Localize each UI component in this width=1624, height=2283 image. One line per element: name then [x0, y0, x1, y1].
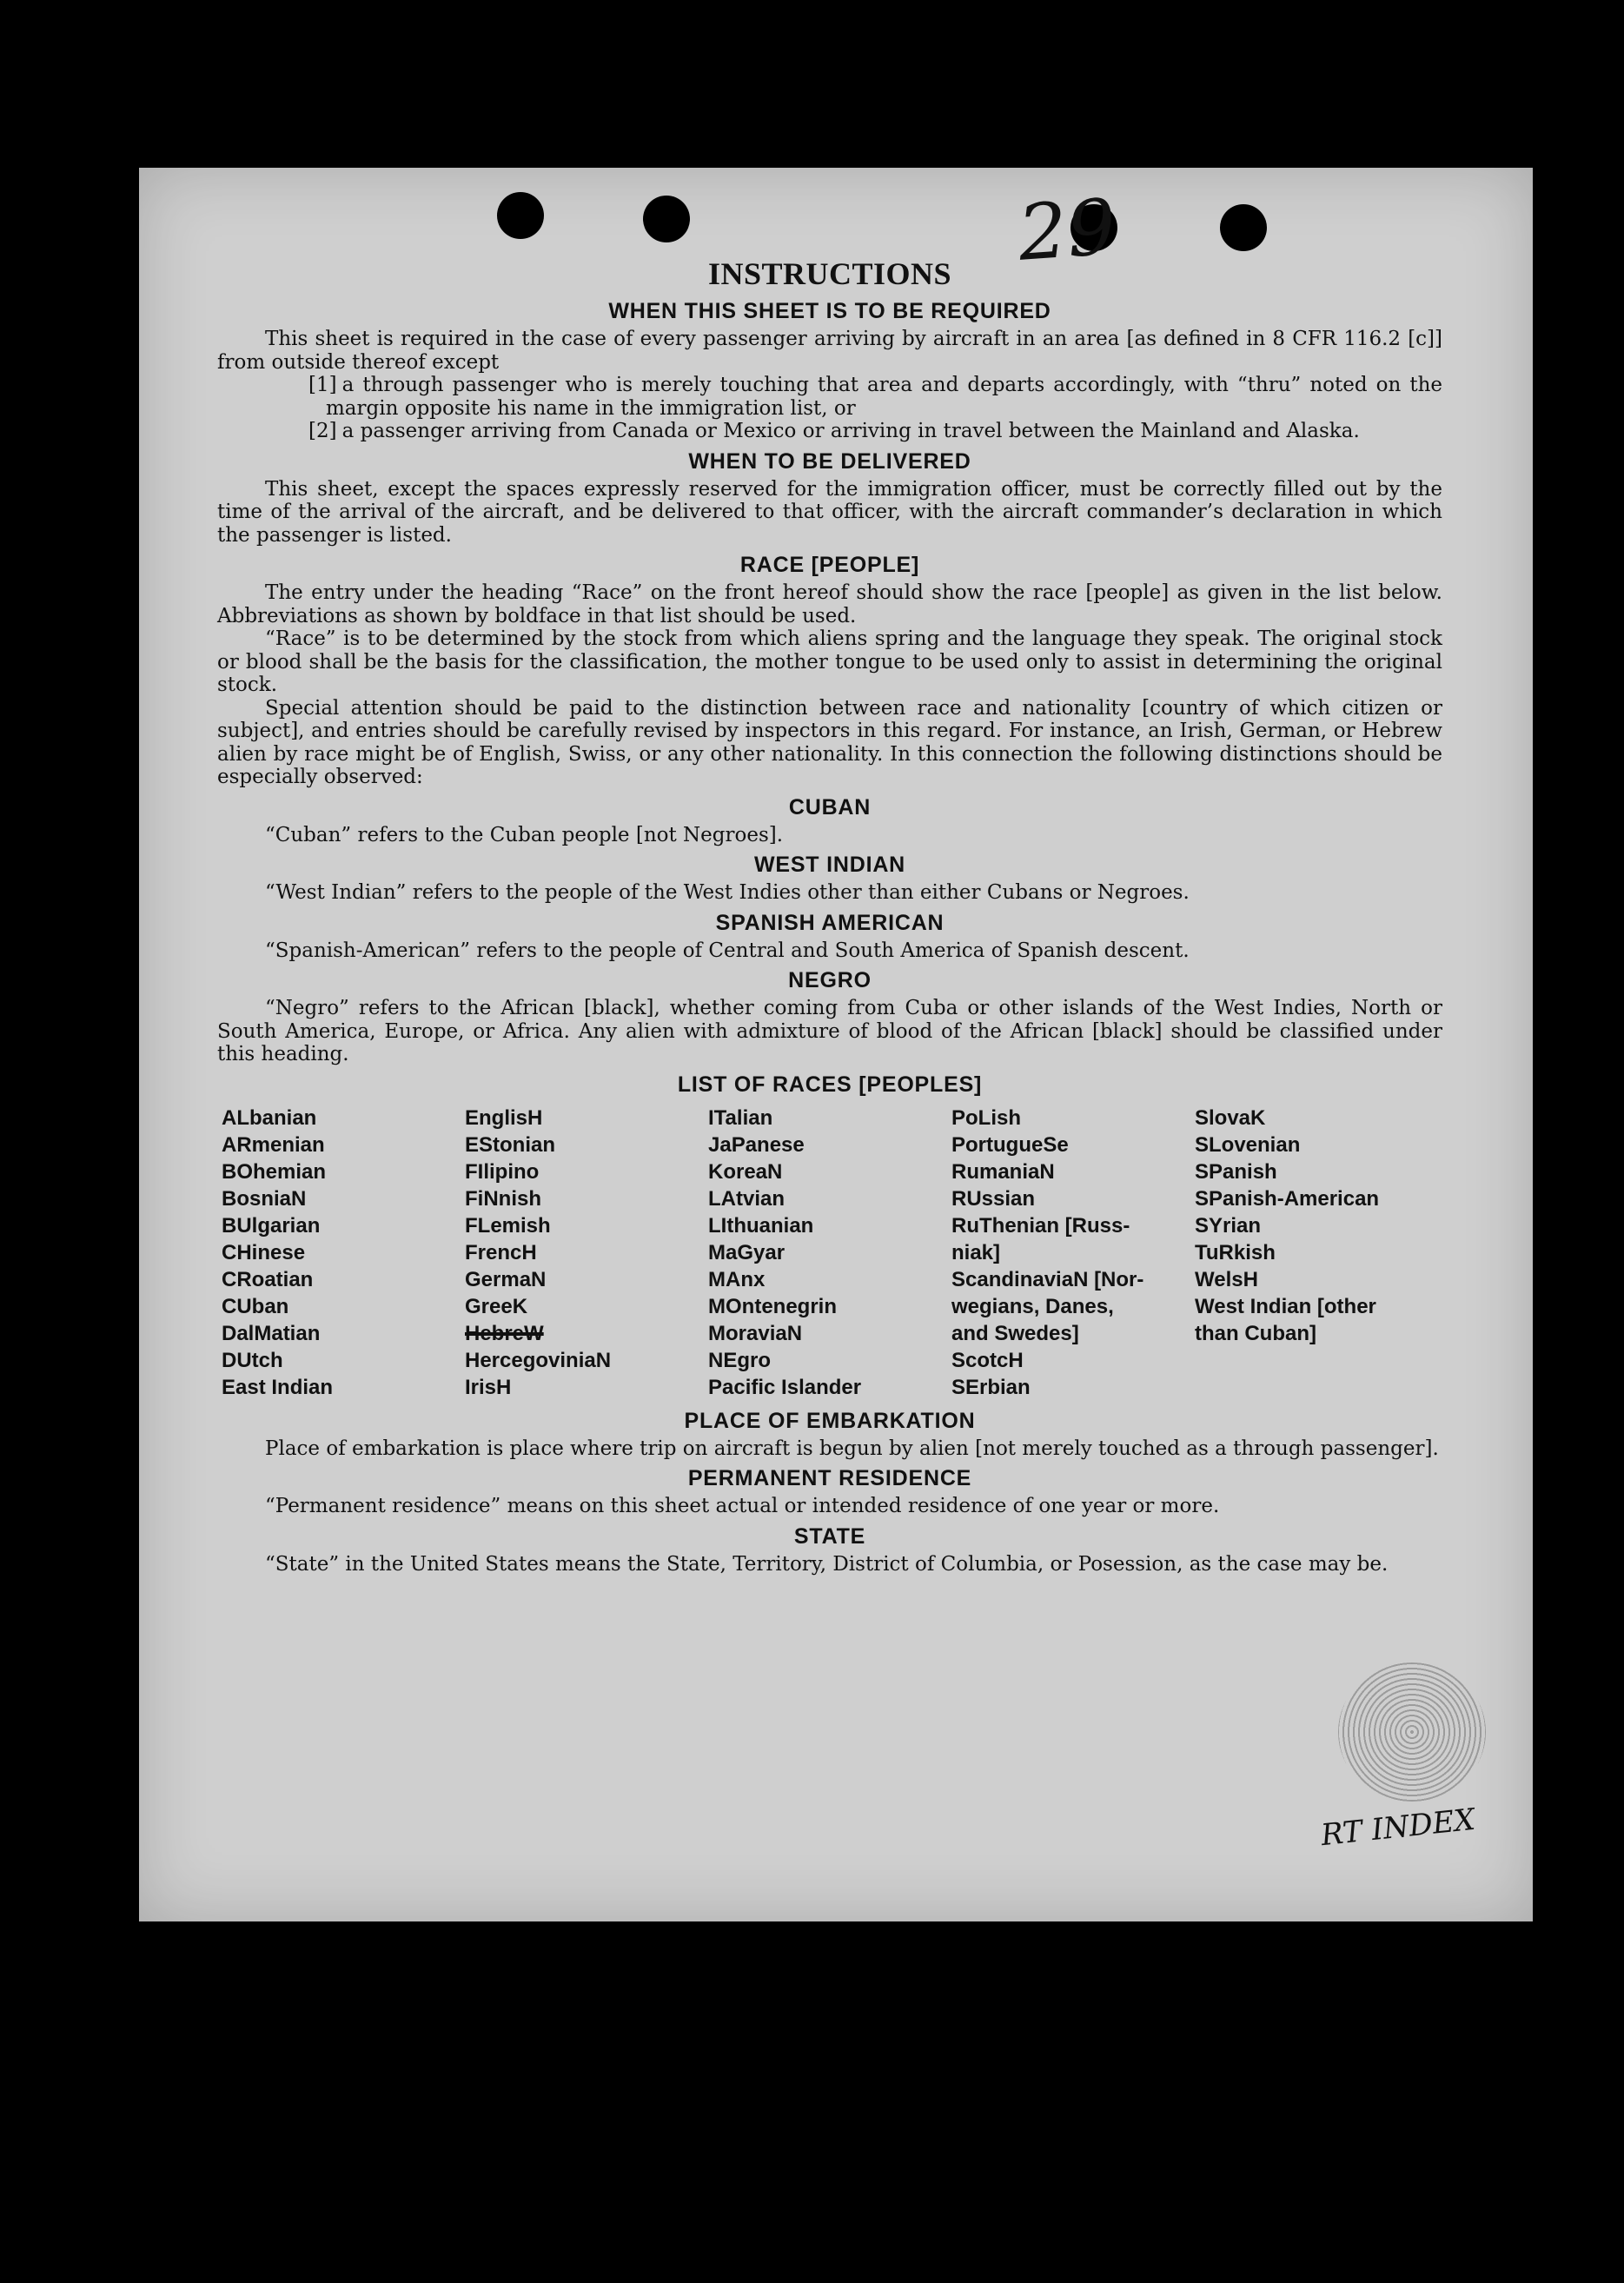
race-entry: LIthuanian	[708, 1213, 814, 1238]
document-title: INSTRUCTIONS	[707, 256, 952, 291]
race-entry: GreeK	[465, 1294, 528, 1318]
section-paragraph: “Permanent residence” means on this sheet actual or intended residence of one year or more.	[265, 1495, 1220, 1517]
race-entry: ARmenian	[222, 1132, 325, 1157]
race-entry: FrencH	[465, 1240, 537, 1264]
race-entry: SYrian	[1195, 1213, 1262, 1238]
race-entry: JaPanese	[708, 1132, 805, 1157]
handwritten-number: 29	[1015, 182, 1119, 278]
races-list	[222, 1105, 1442, 1401]
race-entry: FLemish	[465, 1213, 551, 1238]
section-heading: STATE	[793, 1523, 866, 1549]
race-entry: West Indian [other	[1195, 1294, 1376, 1318]
section-heading: WHEN THIS SHEET IS TO BE REQUIRED	[608, 299, 1051, 323]
races-column	[951, 1105, 1195, 1401]
race-entry: WelsH	[1195, 1267, 1258, 1291]
race-entry: DUtch	[222, 1348, 283, 1372]
race-entry: IrisH	[465, 1375, 512, 1399]
race-entry: LAtvian	[708, 1186, 785, 1211]
section-paragraph: “West Indian” refers to the people of the West Indies other than either Cubans or Negroes.	[265, 881, 1190, 904]
race-entry: SErbian	[951, 1375, 1031, 1399]
race-entry: BUlgarian	[222, 1213, 321, 1238]
section-paragraph: “Race” is to be determined by the stock from which aliens spring and the language they speak. The original stock or blood shall be the basis for the classification, the mother tongue to be used only to assist in determining the original stock.	[217, 627, 1442, 696]
race-entry: KoreaN	[708, 1159, 783, 1184]
race-entry: GermaN	[465, 1267, 547, 1291]
section-heading: RACE [PEOPLE]	[739, 553, 920, 577]
races-column	[465, 1105, 708, 1401]
race-entry: PortugueSe	[951, 1132, 1069, 1157]
race-entry: RuThenian [Russ-	[951, 1213, 1130, 1238]
race-entry: East Indian	[222, 1375, 334, 1399]
section-heading: NEGRO	[788, 968, 872, 992]
punch-hole	[643, 196, 690, 242]
race-entry: and Swedes]	[951, 1321, 1079, 1345]
list-item-label: [1]	[308, 374, 337, 396]
race-entry: ScotcH	[951, 1348, 1024, 1372]
race-entry: Pacific Islander	[708, 1375, 862, 1399]
race-entry: than Cuban]	[1195, 1321, 1316, 1345]
document-sheet	[139, 168, 1533, 1921]
race-entry: TuRkish	[1195, 1240, 1276, 1264]
section-paragraph: This sheet, except the spaces expressly reserved for the immigration officer, must be correctly filled out by the time of the arrival of the aircraft, and be delivered to that officer, with the aircraft commander’s declaration in which the passenger is listed.	[217, 477, 1442, 547]
race-entry: SPanish-American	[1195, 1186, 1380, 1211]
race-entry: FiNnish	[465, 1186, 541, 1211]
section-paragraph: “Spanish-American” refers to the people of Central and South America of Spanish descent.	[265, 939, 1190, 962]
punch-hole	[497, 192, 544, 239]
sections-before	[217, 298, 1442, 1066]
list-item	[217, 420, 1442, 443]
races-column	[1195, 1105, 1447, 1401]
handwritten-note: RT INDEX	[1319, 1802, 1477, 1854]
race-entry: EnglisH	[465, 1105, 543, 1130]
section-heading: PLACE OF EMBARKATION	[684, 1408, 976, 1433]
race-entry: BosniaN	[222, 1186, 307, 1211]
section-paragraph: Place of embarkation is place where trip on aircraft is begun by alien [not merely touched as a through passenger].	[265, 1437, 1439, 1460]
race-entry: CHinese	[222, 1240, 306, 1264]
race-entry: PoLish	[951, 1105, 1022, 1130]
races-column	[708, 1105, 951, 1401]
race-entry: ScandinaviaN [Nor-	[951, 1267, 1144, 1291]
document-body	[217, 255, 1442, 1576]
race-entry: MoraviaN	[708, 1321, 803, 1345]
races-heading: LIST OF RACES [PEOPLES]	[677, 1072, 983, 1097]
section-heading: WHEN TO BE DELIVERED	[688, 448, 971, 474]
section-heading: WEST INDIAN	[753, 853, 906, 877]
section-heading: CUBAN	[788, 794, 872, 820]
race-entry: HercegoviniaN	[465, 1348, 612, 1372]
race-entry: SLovenian	[1195, 1132, 1301, 1157]
section-heading: SPANISH AMERICAN	[715, 910, 945, 935]
section-paragraph: This sheet is required in the case of every passenger arriving by aircraft in an area [as defined in 8 CFR 116.2 [c]] from outside thereof except	[217, 328, 1442, 374]
race-entry: MOntenegrin	[708, 1294, 837, 1318]
section-paragraph: “Negro” refers to the African [black], whether coming from Cuba or other islands of the West Indies, North or South America, Europe, or Africa. Any alien with admixture of blood of the African [black] should be classified under this heading.	[217, 997, 1442, 1065]
race-entry: ITalian	[708, 1105, 773, 1130]
race-entry: SlovaK	[1195, 1105, 1266, 1130]
race-entry: ALbanian	[222, 1105, 317, 1130]
race-entry: wegians, Danes,	[951, 1294, 1114, 1318]
list-item-text: a through passenger who is merely touching that area and departs accordingly, with “thru” noted on the margin opposite his name in the immigration list, or	[326, 374, 1442, 420]
section-paragraph: Special attention should be paid to the distinction between race and nationality [country of which citizen or subject], and entries should be carefully revised by inspectors in this regard. For instance, an Irish, German, or Hebrew alien by race might be of English, Swiss, or any other nationality. In this connection the following distinctions should be especially observed:	[217, 696, 1442, 788]
race-entry: DalMatian	[222, 1321, 321, 1345]
race-entry: CUban	[222, 1294, 289, 1318]
list-item	[217, 374, 1442, 420]
sections-after	[217, 1408, 1442, 1576]
section-heading: PERMANENT RESIDENCE	[687, 1466, 972, 1490]
section-paragraph: “State” in the United States means the State, Territory, District of Columbia, or Posession, as the case may be.	[265, 1552, 1389, 1576]
fingerprint-smudge	[1338, 1662, 1486, 1802]
race-entry: MaGyar	[708, 1240, 785, 1264]
race-entry: CRoatian	[222, 1267, 314, 1291]
races-column	[222, 1105, 465, 1401]
race-entry: RUssian	[951, 1186, 1036, 1211]
race-entry: FIlipino	[465, 1159, 540, 1184]
race-entry: MAnx	[708, 1267, 766, 1291]
race-entry: SPanish	[1195, 1159, 1277, 1184]
section-paragraph: The entry under the heading “Race” on the front hereof should show the race [people] as given in the list below. Abbreviations as shown by boldface in that list should be used.	[217, 581, 1442, 627]
punch-hole	[1220, 204, 1267, 251]
race-entry: HebreW	[465, 1321, 544, 1345]
race-entry: EStonian	[465, 1132, 556, 1157]
section-paragraph: “Cuban” refers to the Cuban people [not Negroes].	[265, 823, 784, 846]
list-item-label: [2]	[308, 420, 337, 442]
race-entry: niak]	[951, 1240, 1001, 1264]
list-item-text: a passenger arriving from Canada or Mexico or arriving in travel between the Mainland and Alaska.	[341, 420, 1360, 442]
race-entry: BOhemian	[222, 1159, 327, 1184]
race-entry: NEgro	[708, 1348, 771, 1372]
race-entry: RumaniaN	[951, 1159, 1055, 1184]
